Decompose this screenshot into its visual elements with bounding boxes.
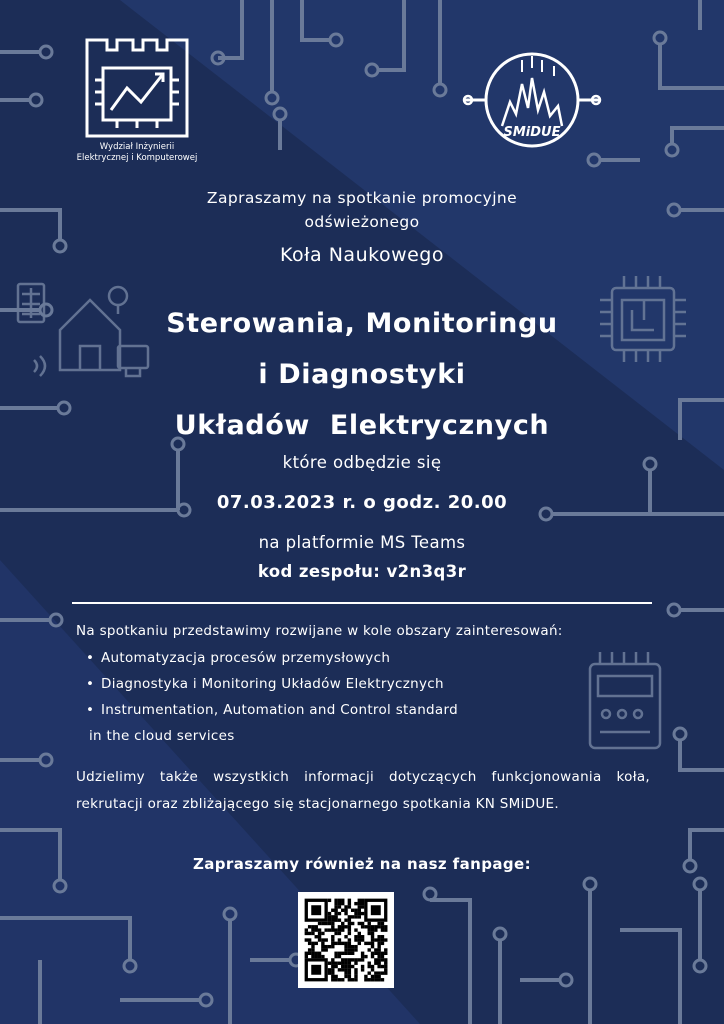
club-title	[0, 298, 724, 451]
castle-graph-icon	[83, 36, 191, 138]
smidue-logo	[462, 50, 602, 150]
info-paragraph: Udzielimy także wszystkich informacji dotyczących funkcjonowania koła, rekrutacji oraz zbliżającego się stacjonarnego spotkania KN SMiDUE.	[76, 769, 650, 812]
qr-code-icon[interactable]	[298, 892, 394, 988]
event-intro: które odbędzie się	[282, 453, 442, 472]
title-line-1: Sterowania, Monitoringu	[166, 308, 558, 339]
area-2: Diagnostyka i Monitoring Układów Elektrycznych	[101, 676, 444, 692]
list-item	[76, 697, 656, 749]
faculty-logo	[62, 36, 212, 164]
intro-line-1: Zapraszamy na spotkanie promocyjne	[206, 189, 518, 207]
list-item	[76, 645, 656, 671]
list-item	[76, 671, 656, 697]
event-platform: na platformie MS Teams	[258, 533, 466, 552]
event-datetime: 07.03.2023 r. o godz. 20.00	[216, 492, 508, 513]
areas-list	[76, 645, 656, 749]
club-logo-name: SMiDUE	[503, 125, 561, 140]
interest-areas	[76, 620, 656, 749]
divider	[72, 602, 652, 604]
club-type: Koła Naukowego	[280, 244, 444, 266]
smidue-logo-icon	[462, 50, 602, 150]
areas-intro: Na spotkaniu przedstawimy rozwijane w kole obszary zainteresowań:	[76, 623, 563, 639]
faculty-name-line2: Elektrycznej i Komputerowej	[76, 153, 198, 163]
fanpage-invitation: Zapraszamy również na nasz fanpage:	[193, 855, 531, 873]
area-3: Instrumentation, Automation and Control standard	[101, 702, 458, 718]
invitation-intro	[0, 186, 724, 234]
title-line-2: i Diagnostyki	[258, 359, 466, 390]
title-line-3: Układów Elektrycznych	[174, 410, 550, 441]
faculty-name-line1: Wydział Inżynierii	[99, 142, 175, 152]
area-1: Automatyzacja procesów przemysłowych	[101, 650, 391, 666]
intro-line-2: odświeżonego	[304, 213, 420, 231]
team-code: kod zespołu: v2n3q3r	[257, 562, 467, 581]
area-3-continued: in the cloud services	[89, 728, 235, 744]
